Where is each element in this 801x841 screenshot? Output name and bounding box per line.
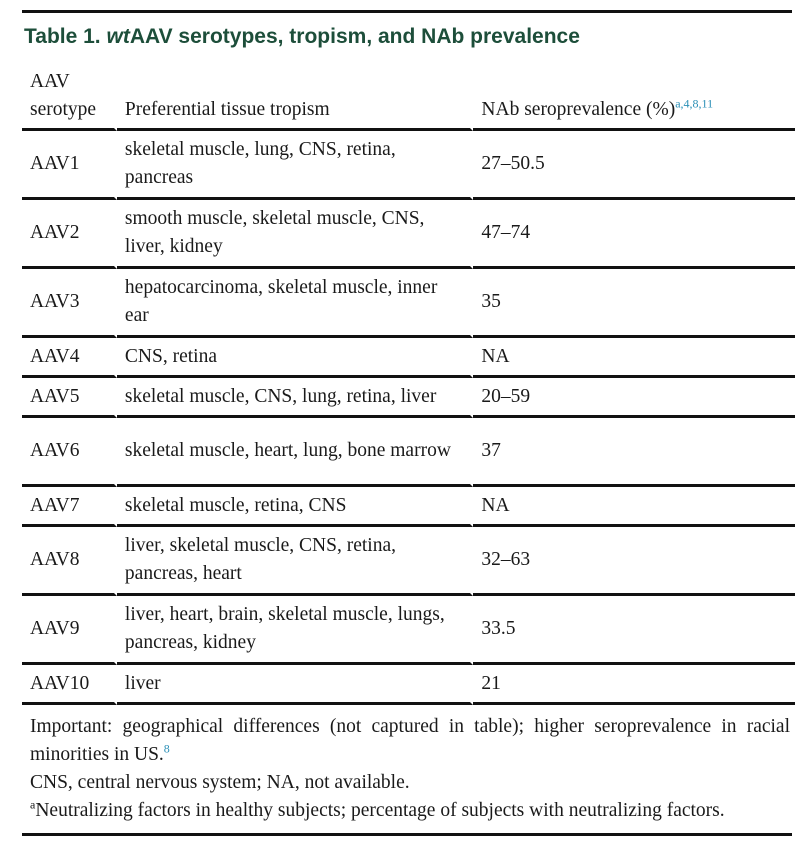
table-row — [22, 269, 795, 338]
cell-tropism: liver, heart, brain, skeletal muscle, lungs, pancreas, kidney — [117, 596, 473, 665]
cell-nab: 35 — [473, 269, 795, 338]
cell-serotype: AAV7 — [22, 487, 117, 527]
cell-tropism: skeletal muscle, CNS, lung, retina, liver — [117, 378, 473, 418]
table-row — [22, 527, 795, 596]
cell-serotype: AAV5 — [22, 378, 117, 418]
table-title-italic: wt — [106, 25, 130, 48]
cell-serotype: AAV1 — [22, 131, 117, 200]
header-tropism: Preferential tissue tropism — [117, 62, 473, 131]
table-row — [22, 338, 795, 378]
table-row — [22, 131, 795, 200]
footnote-a — [30, 797, 790, 825]
cell-nab: NA — [473, 487, 795, 527]
table-title-text: AAV serotypes, tropism, and NAb prevalence — [129, 25, 580, 48]
cell-nab: NA — [473, 338, 795, 378]
table-row — [22, 200, 795, 269]
cell-serotype: AAV3 — [22, 269, 117, 338]
cell-nab: 21 — [473, 665, 795, 705]
cell-nab: 32–63 — [473, 527, 795, 596]
header-row — [22, 62, 795, 131]
cell-nab: 47–74 — [473, 200, 795, 269]
footnote-a-mark: a — [30, 797, 36, 812]
table-title — [24, 22, 784, 52]
header-serotype — [22, 62, 117, 131]
header-nab-refs[interactable]: a,4,8,11 — [675, 96, 714, 111]
cell-serotype: AAV8 — [22, 527, 117, 596]
table-row — [22, 378, 795, 418]
bottom-rule — [22, 833, 792, 836]
cell-tropism: skeletal muscle, heart, lung, bone marrow — [117, 418, 473, 487]
cell-serotype: AAV4 — [22, 338, 117, 378]
header-nab — [473, 62, 795, 131]
top-rule — [22, 10, 792, 13]
table-row — [22, 665, 795, 705]
header-serotype-line2: serotype — [30, 99, 97, 120]
cell-tropism: hepatocarcinoma, skeletal muscle, inner ear — [117, 269, 473, 338]
cell-serotype: AAV10 — [22, 665, 117, 705]
cell-serotype: AAV9 — [22, 596, 117, 665]
footnote-important-text: Important: geographical differences (not captured in table); higher seroprevalence in racial minorities in US. — [30, 716, 790, 765]
cell-tropism: skeletal muscle, lung, CNS, retina, pancreas — [117, 131, 473, 200]
cell-tropism: liver, skeletal muscle, CNS, retina, pancreas, heart — [117, 527, 473, 596]
cell-serotype: AAV6 — [22, 418, 117, 487]
cell-nab: 37 — [473, 418, 795, 487]
table-title-prefix: Table 1. — [24, 25, 101, 48]
table-row — [22, 418, 795, 487]
cell-nab: 20–59 — [473, 378, 795, 418]
cell-nab: 33.5 — [473, 596, 795, 665]
table-footnotes — [30, 713, 790, 825]
header-serotype-line1: AAV — [30, 71, 70, 92]
footnote-important-ref[interactable]: 8 — [163, 741, 170, 756]
cell-nab: 27–50.5 — [473, 131, 795, 200]
cell-tropism: skeletal muscle, retina, CNS — [117, 487, 473, 527]
serotype-table — [22, 62, 795, 705]
header-nab-label: NAb seroprevalence (%) — [481, 99, 676, 120]
footnote-abbreviations: CNS, central nervous system; NA, not available. — [30, 772, 410, 793]
cell-tropism: liver — [117, 665, 473, 705]
table-row — [22, 487, 795, 527]
footnote-important — [30, 713, 790, 769]
table-row — [22, 596, 795, 665]
cell-tropism: CNS, retina — [117, 338, 473, 378]
footnote-a-text: Neutralizing factors in healthy subjects; percentage of subjects with neutralizing factors. — [35, 800, 725, 821]
cell-serotype: AAV2 — [22, 200, 117, 269]
table-body — [22, 131, 795, 705]
cell-tropism: smooth muscle, skeletal muscle, CNS, liver, kidney — [117, 200, 473, 269]
